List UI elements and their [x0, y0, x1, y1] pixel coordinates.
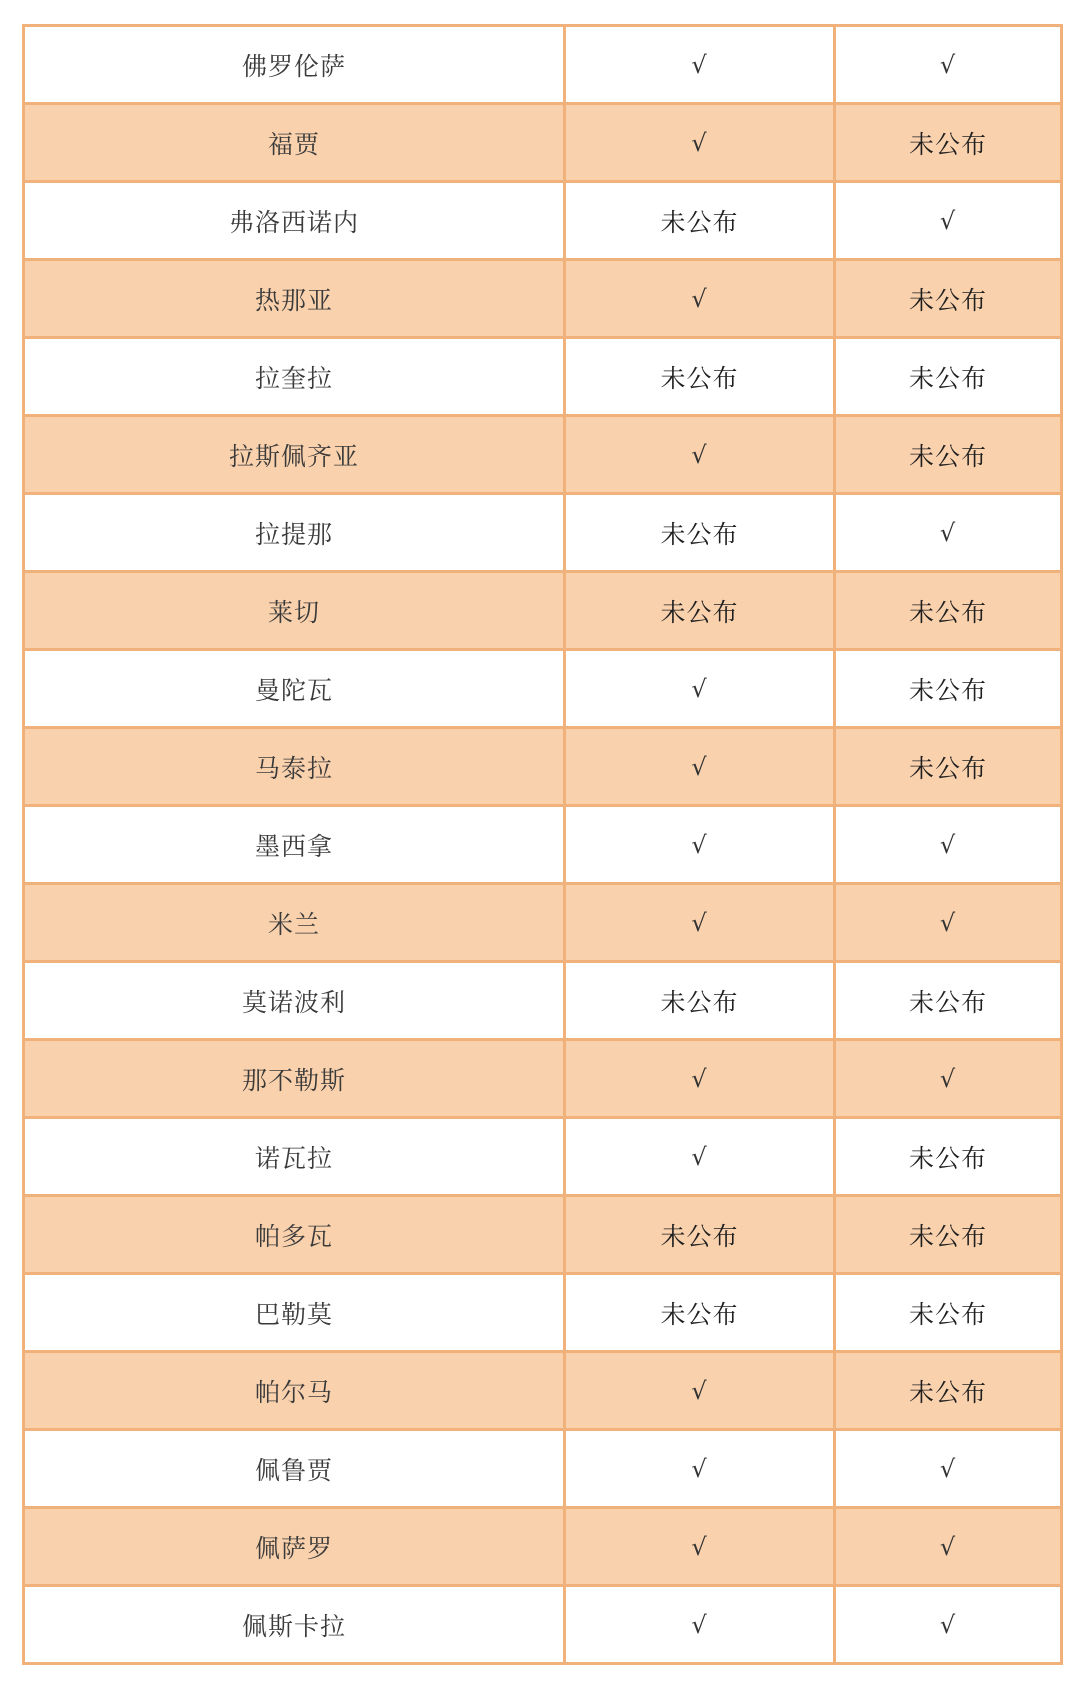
city-cell: 拉提那: [24, 494, 565, 572]
status-cell-col2: √: [565, 1508, 835, 1586]
status-cell-col3: 未公布: [835, 1274, 1062, 1352]
city-cell: 莫诺波利: [24, 962, 565, 1040]
status-cell-col2: 未公布: [565, 962, 835, 1040]
status-cell-col3: √: [835, 1508, 1062, 1586]
city-table: [22, 24, 1063, 1665]
table-body: [24, 26, 1062, 1664]
city-cell: 那不勒斯: [24, 1040, 565, 1118]
status-cell-col2: √: [565, 884, 835, 962]
table-row: [24, 26, 1062, 104]
city-cell: 马泰拉: [24, 728, 565, 806]
table-row: [24, 104, 1062, 182]
status-cell-col2: 未公布: [565, 338, 835, 416]
status-cell-col3: 未公布: [835, 728, 1062, 806]
status-cell-col3: √: [835, 494, 1062, 572]
status-cell-col2: √: [565, 1430, 835, 1508]
status-cell-col3: √: [835, 884, 1062, 962]
city-cell: 热那亚: [24, 260, 565, 338]
city-cell: 莱切: [24, 572, 565, 650]
city-cell: 诺瓦拉: [24, 1118, 565, 1196]
city-cell: 拉奎拉: [24, 338, 565, 416]
status-cell-col2: 未公布: [565, 182, 835, 260]
table-row: [24, 1508, 1062, 1586]
table-row: [24, 728, 1062, 806]
city-cell: 曼陀瓦: [24, 650, 565, 728]
status-cell-col2: √: [565, 1586, 835, 1664]
city-cell: 佛罗伦萨: [24, 26, 565, 104]
table-row: [24, 1196, 1062, 1274]
table-row: [24, 962, 1062, 1040]
status-cell-col3: 未公布: [835, 1352, 1062, 1430]
status-cell-col3: 未公布: [835, 104, 1062, 182]
status-cell-col2: √: [565, 104, 835, 182]
table-row: [24, 260, 1062, 338]
city-cell: 佩鲁贾: [24, 1430, 565, 1508]
status-cell-col2: 未公布: [565, 572, 835, 650]
status-cell-col3: 未公布: [835, 962, 1062, 1040]
table-row: [24, 1274, 1062, 1352]
status-cell-col3: 未公布: [835, 572, 1062, 650]
status-cell-col2: √: [565, 416, 835, 494]
table-row: [24, 806, 1062, 884]
status-cell-col2: √: [565, 650, 835, 728]
city-cell: 佩萨罗: [24, 1508, 565, 1586]
status-cell-col2: √: [565, 26, 835, 104]
city-cell: 拉斯佩齐亚: [24, 416, 565, 494]
status-cell-col2: √: [565, 1352, 835, 1430]
city-cell: 帕多瓦: [24, 1196, 565, 1274]
table-row: [24, 494, 1062, 572]
table-row: [24, 1586, 1062, 1664]
table-row: [24, 1352, 1062, 1430]
table-row: [24, 650, 1062, 728]
table-row: [24, 572, 1062, 650]
table-row: [24, 1040, 1062, 1118]
city-cell: 巴勒莫: [24, 1274, 565, 1352]
status-cell-col3: 未公布: [835, 1196, 1062, 1274]
status-cell-col3: 未公布: [835, 650, 1062, 728]
status-cell-col3: √: [835, 1586, 1062, 1664]
status-cell-col2: 未公布: [565, 494, 835, 572]
city-cell: 弗洛西诺内: [24, 182, 565, 260]
status-cell-col2: √: [565, 1118, 835, 1196]
table-row: [24, 884, 1062, 962]
city-cell: 福贾: [24, 104, 565, 182]
city-cell: 帕尔马: [24, 1352, 565, 1430]
status-cell-col3: √: [835, 806, 1062, 884]
city-table-container: [22, 24, 1060, 1665]
status-cell-col3: 未公布: [835, 338, 1062, 416]
table-row: [24, 182, 1062, 260]
status-cell-col2: √: [565, 806, 835, 884]
status-cell-col3: 未公布: [835, 1118, 1062, 1196]
status-cell-col3: √: [835, 182, 1062, 260]
table-row: [24, 416, 1062, 494]
city-cell: 墨西拿: [24, 806, 565, 884]
status-cell-col3: √: [835, 1040, 1062, 1118]
table-row: [24, 1430, 1062, 1508]
status-cell-col3: 未公布: [835, 260, 1062, 338]
table-row: [24, 1118, 1062, 1196]
status-cell-col3: √: [835, 26, 1062, 104]
status-cell-col2: 未公布: [565, 1274, 835, 1352]
status-cell-col2: 未公布: [565, 1196, 835, 1274]
status-cell-col3: √: [835, 1430, 1062, 1508]
city-cell: 米兰: [24, 884, 565, 962]
status-cell-col2: √: [565, 728, 835, 806]
city-cell: 佩斯卡拉: [24, 1586, 565, 1664]
table-row: [24, 338, 1062, 416]
status-cell-col2: √: [565, 260, 835, 338]
status-cell-col2: √: [565, 1040, 835, 1118]
status-cell-col3: 未公布: [835, 416, 1062, 494]
